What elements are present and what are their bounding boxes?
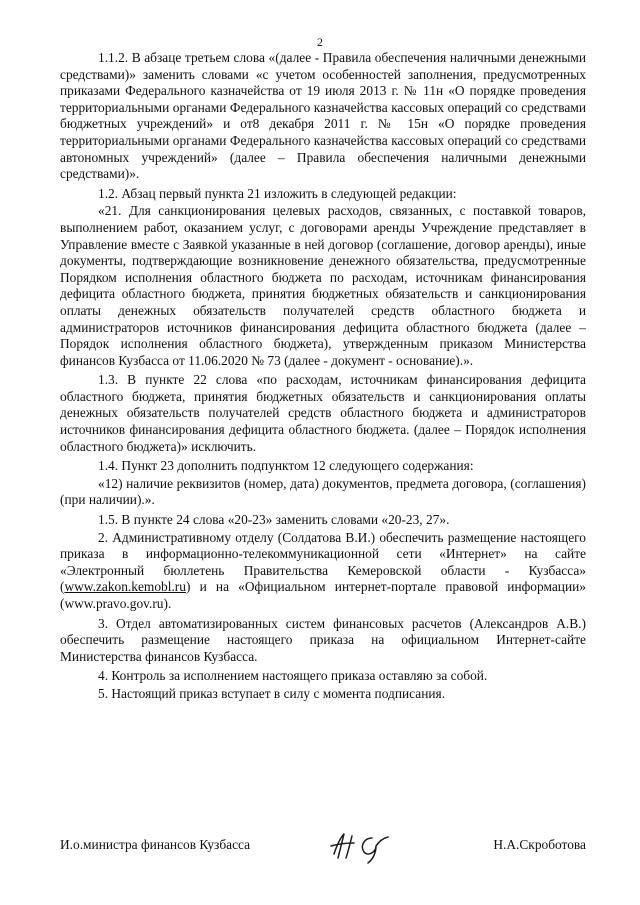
signatory-name: Н.А.Скроботова [493,837,586,852]
paragraph-1-3: 1.3. В пункте 22 слова «по расходам, источникам финансирования дефицита областного бюджета, принятия бюджетных обязательств и санкционирования оплаты денежных обязательств получателей средств областного бюджета и администраторов источников финансирования дефицита областного бюджета. (далее – Порядок исполнения областного бюджета)» исключить. [60,372,586,454]
paragraph-3: 3. Отдел автоматизированных систем финансовых расчетов (Александров А.В.) обеспечить размещение настоящего приказа на официальном Интернет-сайте Министерства финансов Кузбасса. [60,615,586,664]
zakon-kemobl-link[interactable]: www.zakon.kemobl.ru [64,579,186,595]
signatory-position: И.о.министра финансов Кузбасса [60,837,251,852]
paragraph-21-text: «21. Для санкционирования целевых расходов, связанных, с поставкой товаров, выполнением работ, оказанием услуг, с договорами аренды Учреждение представляет в Управление вместе с Заявкой указанные в ней договор (соглашение, договор аренды), иные документы, подтверждающие возникновение денежного обязательства, предусмотренные Порядком исполнения областного бюджета по расходам, источникам финансирования дефицита областного бюджета, принятия бюджетных обязательств и санкционирования оплаты денежных обязательств получателей средств областного бюджета и администраторов источников финансирования дефицита областного бюджета (далее – Порядок исполнения областного бюджета), утвержденным приказом Министерства финансов Кузбасса от 11.06.2020 № 73 (далее - документ - основание).». [60,203,586,368]
paragraph-1-5: 1.5. В пункте 24 слова «20-23» заменить словами «20-23, 27». [98,512,450,528]
document-body [60,50,586,704]
paragraph-subitem-12: «12) наличие реквизитов (номер, дата) документов, предмета договора, (соглашения) (при наличии).». [60,475,586,508]
paragraph-2-text-before: 2. Административному отделу (Солдатова В.И.) обеспечить размещение настоящего приказа в информационно-телекоммуникационной сети «Интернет» на сайте «Электронный бюллетень Правительства Кемеровской области - Кузбасса» ( [60,529,586,595]
page-number: 2 [317,35,323,49]
handwritten-signature [328,828,398,864]
paragraph-4: 4. Контроль за исполнением настоящего приказа оставляю за собой. [98,668,488,684]
paragraph-1-1-2: 1.1.2. В абзаце третьем слова «(далее - Правила обеспечения наличными денежными средствами)» заменить словами «с учетом особенностей заполнения, предусмотренных приказами Федерального казначейства от 19 июля 2013 г. № 11н «О порядке проведения территориальными органами Федерального казначейства кассовых операций со средствами бюджетных учреждений» и от8 декабря 2011 г. № 15н «О порядке проведения территориальными органами Федерального казначейства кассовых операций со средствами автономных учреждений» (далее – Правила обеспечения наличными денежными средствами)». [60,50,586,182]
paragraph-1-4: 1.4. Пункт 23 дополнить подпунктом 12 следующего содержания: [98,458,474,474]
paragraph-5: 5. Настоящий приказ вступает в силу с момента подписания. [98,685,446,701]
signature-block [60,828,586,864]
paragraph-2-text-after: ) и на «Официальном интернет-портале правовой информации» (www.pravo.gov.ru). [60,579,586,611]
paragraph-2 [60,530,586,613]
paragraph-1-2: 1.2. Абзац первый пункта 21 изложить в следующей редакции: [98,185,457,201]
